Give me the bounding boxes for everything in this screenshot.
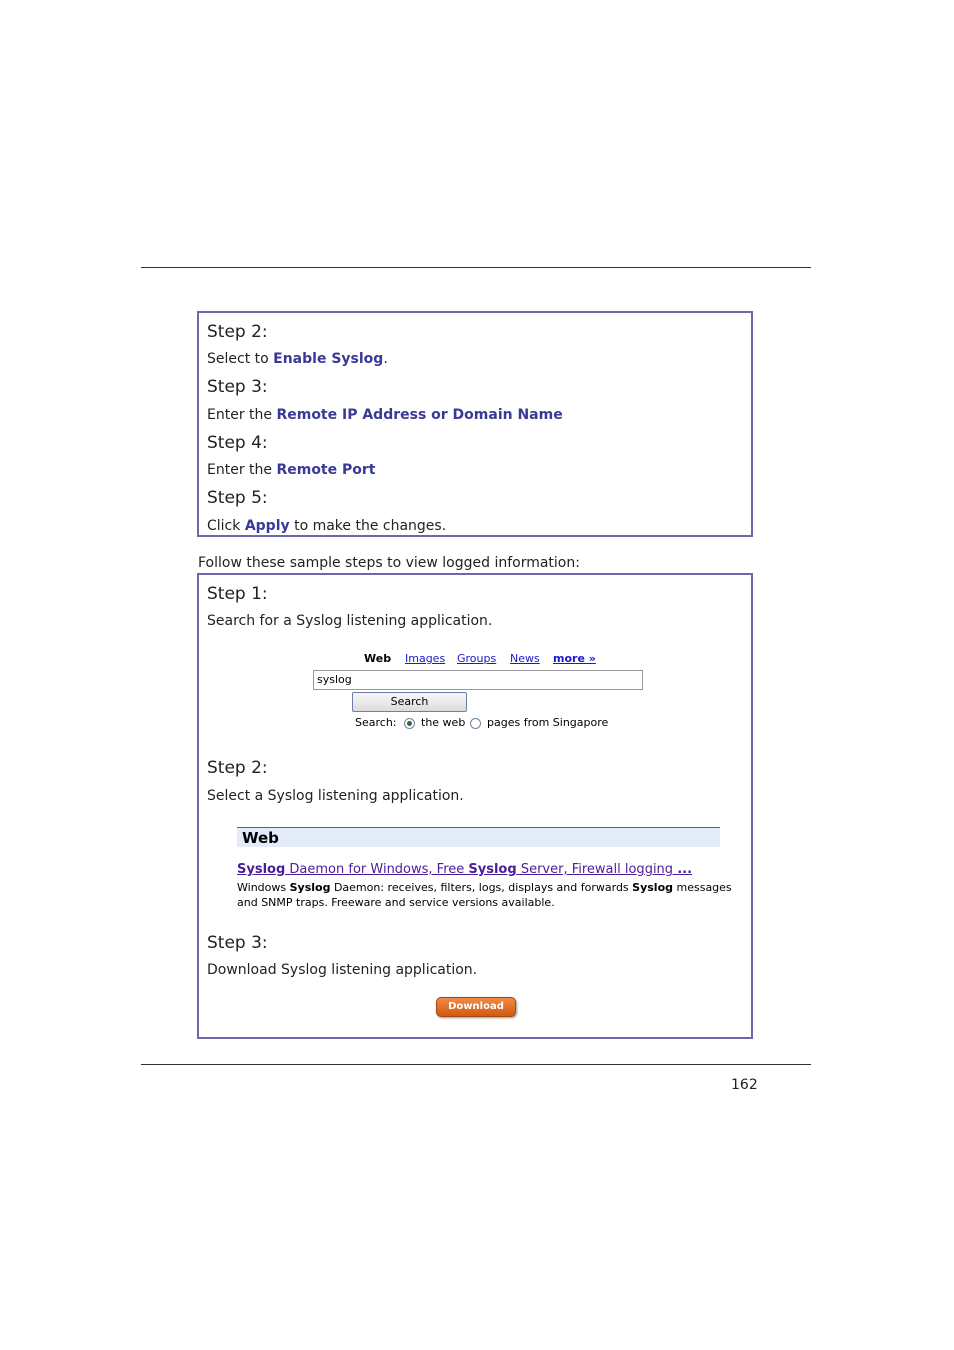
snip-b: Syslog	[289, 881, 331, 894]
view-step2-text: Select a Syslog listening application.	[207, 788, 464, 804]
snip-e: messages	[673, 881, 732, 894]
snip-c: Daemon: receives, filters, logs, displays and forwards	[330, 881, 633, 894]
step4-text	[207, 462, 375, 478]
remote-ip-label: Remote IP Address or Domain Name	[276, 407, 563, 423]
step3-pre: Enter the	[207, 407, 277, 423]
header-rule	[141, 267, 811, 268]
view-step3-text: Download Syslog listening application.	[207, 962, 478, 978]
tab-images[interactable]: Images	[405, 652, 446, 665]
apply-label: Apply	[244, 518, 290, 534]
step4-heading: Step 4:	[207, 433, 268, 453]
view-step1-text: Search for a Syslog listening application.	[207, 613, 493, 629]
step5-heading: Step 5:	[207, 488, 268, 508]
step5-post: to make the changes.	[289, 518, 447, 534]
intro-text: Follow these sample steps to view logged information:	[198, 555, 580, 571]
search-input[interactable]: syslog	[313, 670, 643, 690]
radio-the-web[interactable]	[404, 718, 415, 729]
title-part-2: Daemon for Windows, Free	[285, 862, 469, 877]
view-step1-heading: Step 1:	[207, 584, 268, 604]
step5-text	[207, 518, 446, 534]
remote-port-label: Remote Port	[276, 462, 376, 478]
footer-rule	[141, 1064, 811, 1065]
view-step2-heading: Step 2:	[207, 758, 268, 778]
step2-post: .	[383, 351, 388, 367]
view-step3-heading: Step 3:	[207, 933, 268, 953]
config-steps-box	[197, 311, 753, 537]
enable-syslog-label: Enable Syslog	[273, 351, 384, 367]
step3-heading: Step 3:	[207, 377, 268, 397]
title-part-1: Syslog	[237, 862, 286, 877]
result-snippet-line1	[237, 880, 732, 895]
step2-text	[207, 351, 388, 367]
step2-heading: Step 2:	[207, 322, 268, 342]
radio-pages-from-singapore[interactable]	[470, 718, 481, 729]
tab-more[interactable]: more »	[553, 652, 596, 665]
search-scope-label: Search:	[355, 716, 397, 729]
option-the-web: the web	[421, 716, 466, 729]
step5-pre: Click	[207, 518, 245, 534]
step2-pre: Select to	[207, 351, 274, 367]
step3-text	[207, 407, 563, 423]
download-now-button[interactable]: Download Now	[436, 997, 516, 1017]
title-part-3: Syslog	[468, 862, 517, 877]
tab-groups[interactable]: Groups	[457, 652, 497, 665]
title-part-5: ...	[677, 862, 693, 877]
result-title-link[interactable]	[237, 862, 692, 877]
option-pages-from-singapore: pages from Singapore	[487, 716, 609, 729]
tab-news[interactable]: News	[510, 652, 540, 665]
page-number: 162	[731, 1077, 758, 1093]
snip-d: Syslog	[632, 881, 673, 894]
web-results-bar	[237, 827, 720, 847]
tab-web[interactable]: Web	[364, 652, 392, 665]
web-results-label: Web	[242, 829, 279, 847]
snip-a: Windows	[237, 881, 290, 894]
step4-pre: Enter the	[207, 462, 277, 478]
result-snippet-line2: and SNMP traps. Freeware and service versions available.	[237, 896, 555, 909]
search-button[interactable]: Search	[352, 692, 467, 712]
title-part-4: Server, Firewall logging	[516, 862, 678, 877]
